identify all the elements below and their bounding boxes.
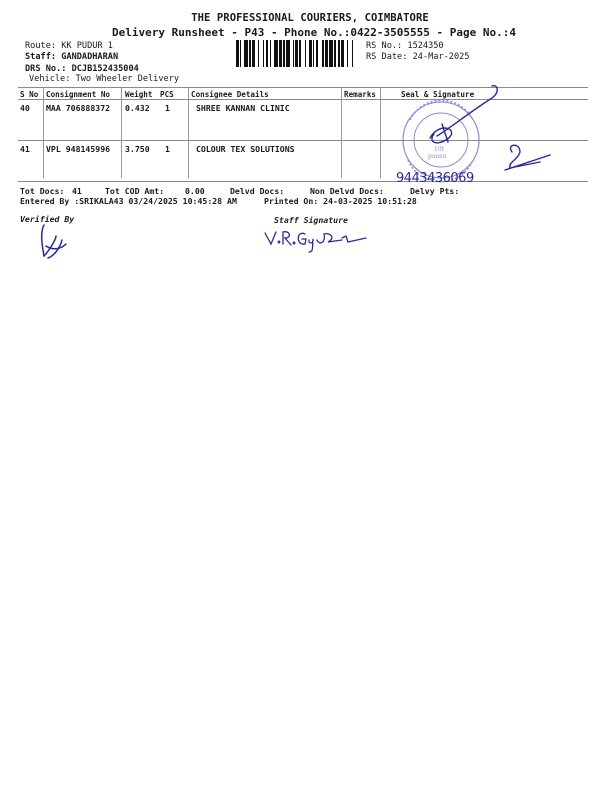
entered-by: Entered By :SRIKALA43 03/24/2025 10:45:28 AM [20,196,237,206]
handwritten-phone: 9443436069 [396,171,474,186]
header-s-no: S No [20,90,39,99]
cell-s-no: 41 [20,144,30,154]
route: Route: KK PUDUR 1 [25,41,113,51]
header-seal-signature: Seal & Signature [401,90,475,99]
vehicle: Vehicle: Two Wheeler Delivery [29,74,180,84]
drs-number: DRS No.: DCJB152435004 [25,64,139,74]
cell-consignee: COLOUR TEX SOLUTIONS [196,144,295,154]
header-consignee-details: Consignee Details [191,90,269,99]
tot-docs-label: Tot Docs: [20,186,65,196]
cell-pcs: 1 [165,103,170,113]
cell-consignment-no: MAA 706888372 [46,103,111,113]
delvd-docs-label: Delvd Docs: [230,186,285,196]
rs-date: RS Date: 24-Mar-2025 [366,52,470,62]
printed-on: Printed On: 24-03-2025 10:51:28 [264,196,417,206]
staff: Staff: GANDADHARAN [25,52,119,62]
tot-cod-label: Tot COD Amt: [105,186,165,196]
cell-weight: 0.432 [125,103,150,113]
non-delvd-docs-label: Non Delvd Docs: [310,186,384,196]
cell-consignee: SHREE KANNAN CLINIC [196,103,290,113]
header-remarks: Remarks [344,90,377,99]
rs-number: RS No.: 1524350 [366,41,444,51]
header-weight: Weight [125,90,153,99]
svg-text:pansu: pansu [428,153,447,160]
cell-weight: 3.750 [125,144,150,154]
company-title: THE PROFESSIONAL COURIERS, COIMBATORE [191,12,429,24]
tot-docs-value: 41 [72,186,82,196]
cell-consignment-no: VPL 948145996 [46,144,111,154]
tot-cod-value: 0.00 [185,186,205,196]
verified-by-label: Verified By [20,214,75,224]
header-consignment-no: Consignment No [46,90,111,99]
svg-text:10t: 10t [434,146,445,153]
cell-s-no: 40 [20,103,30,113]
header-pcs: PCS [160,90,174,99]
delvy-pts-label: Delvy Pts: [410,186,460,196]
cell-pcs: 1 [165,144,170,154]
staff-signature-label: Staff Signature [274,215,348,225]
runsheet-subtitle: Delivery Runsheet - P43 - Phone No.:0422-3505555 - Page No.:4 [112,26,516,39]
